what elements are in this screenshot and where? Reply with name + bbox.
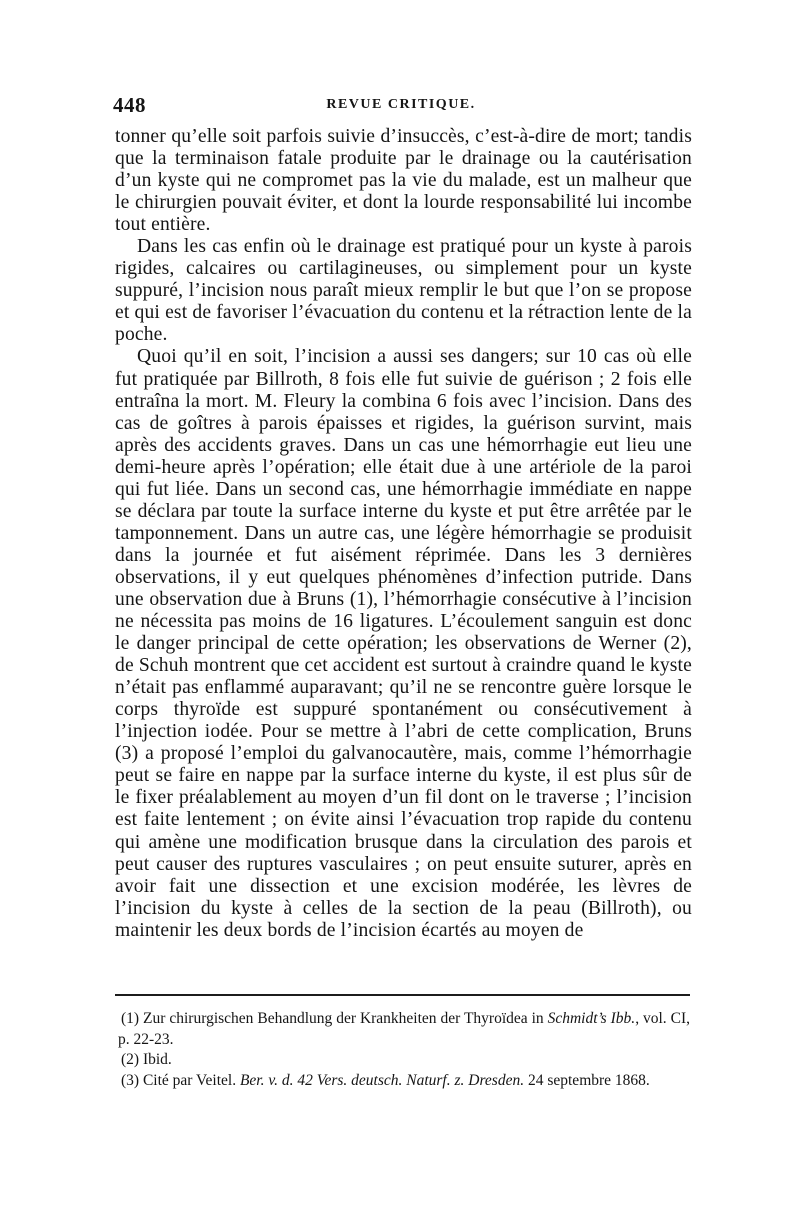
footnote-mark: (1)	[121, 1010, 140, 1027]
footnote-citation: Schmidt’s Ibb.	[547, 1010, 636, 1027]
footnote-mark: (3)	[121, 1071, 140, 1089]
footnote-divider	[115, 994, 690, 996]
footnote	[118, 1071, 690, 1092]
paragraph: Dans les cas enfin où le drainage est pratiqué pour un kyste à parois rigides, calcaires ou cartilagineuses, ou simplement pour un kyste suppuré, l’incision nous paraît mieux remplir le but que l’on se propose et qui est de favoriser l’évacuation du contenu et la rétraction lente de la poche.	[115, 236, 692, 346]
footnotes	[118, 1009, 690, 1091]
running-title: REVUE CRITIQUE.	[326, 97, 476, 112]
footnote-tail: 24 septembre 1868.	[524, 1071, 650, 1089]
footnote-text: Cité par Veitel.	[142, 1071, 240, 1089]
footnote-text: Ibid.	[142, 1051, 172, 1068]
footnote-tail: , vol. CI, p. 22-23.	[118, 1010, 690, 1048]
footnote-citation: Ber. v. d. 42 Vers. deutsch. Naturf. z. Dresden.	[239, 1071, 525, 1089]
paragraph: Quoi qu’il en soit, l’incision a aussi ses dangers; sur 10 cas où elle fut pratiquée par Billroth, 8 fois elle fut suivie de guérison ; 2 fois elle entraîna la mort. M. Fleury la combina 6 fois avec l’incision. Dans des cas de goîtres à parois épaisses et rigides, la guérison survint, mais après des accidents graves. Dans un cas une hémorrhagie eut lieu une demi-heure après l’opération; elle était due à une artériole de la paroi qui fut liée. Dans un second cas, une hémorrhagie immédiate en nappe se déclara par toute la surface interne du kyste et put être arrêtée par le tamponnement. Dans un autre cas, une légère hémorrhagie se produisit dans la journée et fut aisément réprimée. Dans les 3 dernières observations, il y eut quelques phénomènes d’infection putride. Dans une observation due à Bruns (1), l’hémorrhagie consécutive à l’incision ne nécessita pas moins de 16 ligatures. L’écoulement sanguin est donc le danger principal de cette opération; les observations de Werner (2), de Schuh montrent que cet accident est surtout à craindre quand le kyste n’était pas enflammé auparavant; qu’il ne se rencontre guère lorsque le corps thyroïde est suppuré spontanément ou consécutivement à l’injection iodée. Pour se mettre à l’abri de cette complication, Bruns (3) a proposé l’emploi du galvanocautère, mais, comme l’hémorrhagie peut se faire en nappe par la surface interne du kyste, il est plus sûr de le fixer préalablement au moyen d’un fil dont on le traverse ; l’incision est faite lentement ; on évite ainsi l’évacuation trop rapide du contenu qui amène une modification brusque dans la circulation des parois et peut causer des ruptures vasculaires ; on peut ensuite suturer, après en avoir fait une dissection et une excision modérée, les lèvres de l’incision du kyste à celles de la section de la peau (Billroth), ou maintenir les deux bords de l’incision écartés au moyen de	[115, 346, 692, 941]
footnote-mark: (2)	[121, 1051, 140, 1068]
page-number: 448	[113, 93, 146, 117]
page-header	[113, 93, 689, 123]
footnote	[118, 1050, 690, 1071]
footnote-text: Zur chirurgischen Behandlung der Krankheiten der Thyroïdea in	[143, 1010, 548, 1027]
body-text	[115, 126, 692, 942]
paragraph: tonner qu’elle soit parfois suivie d’insuccès, c’est-à-dire de mort; tandis que la terminaison fatale produite par le drainage ou la cautérisation d’un kyste qui ne compromet pas la vie du malade, est un malheur que le chirurgien pouvait éviter, et dont la lourde responsabilité lui incombe tout entière.	[115, 126, 692, 236]
footnote	[118, 1009, 690, 1050]
